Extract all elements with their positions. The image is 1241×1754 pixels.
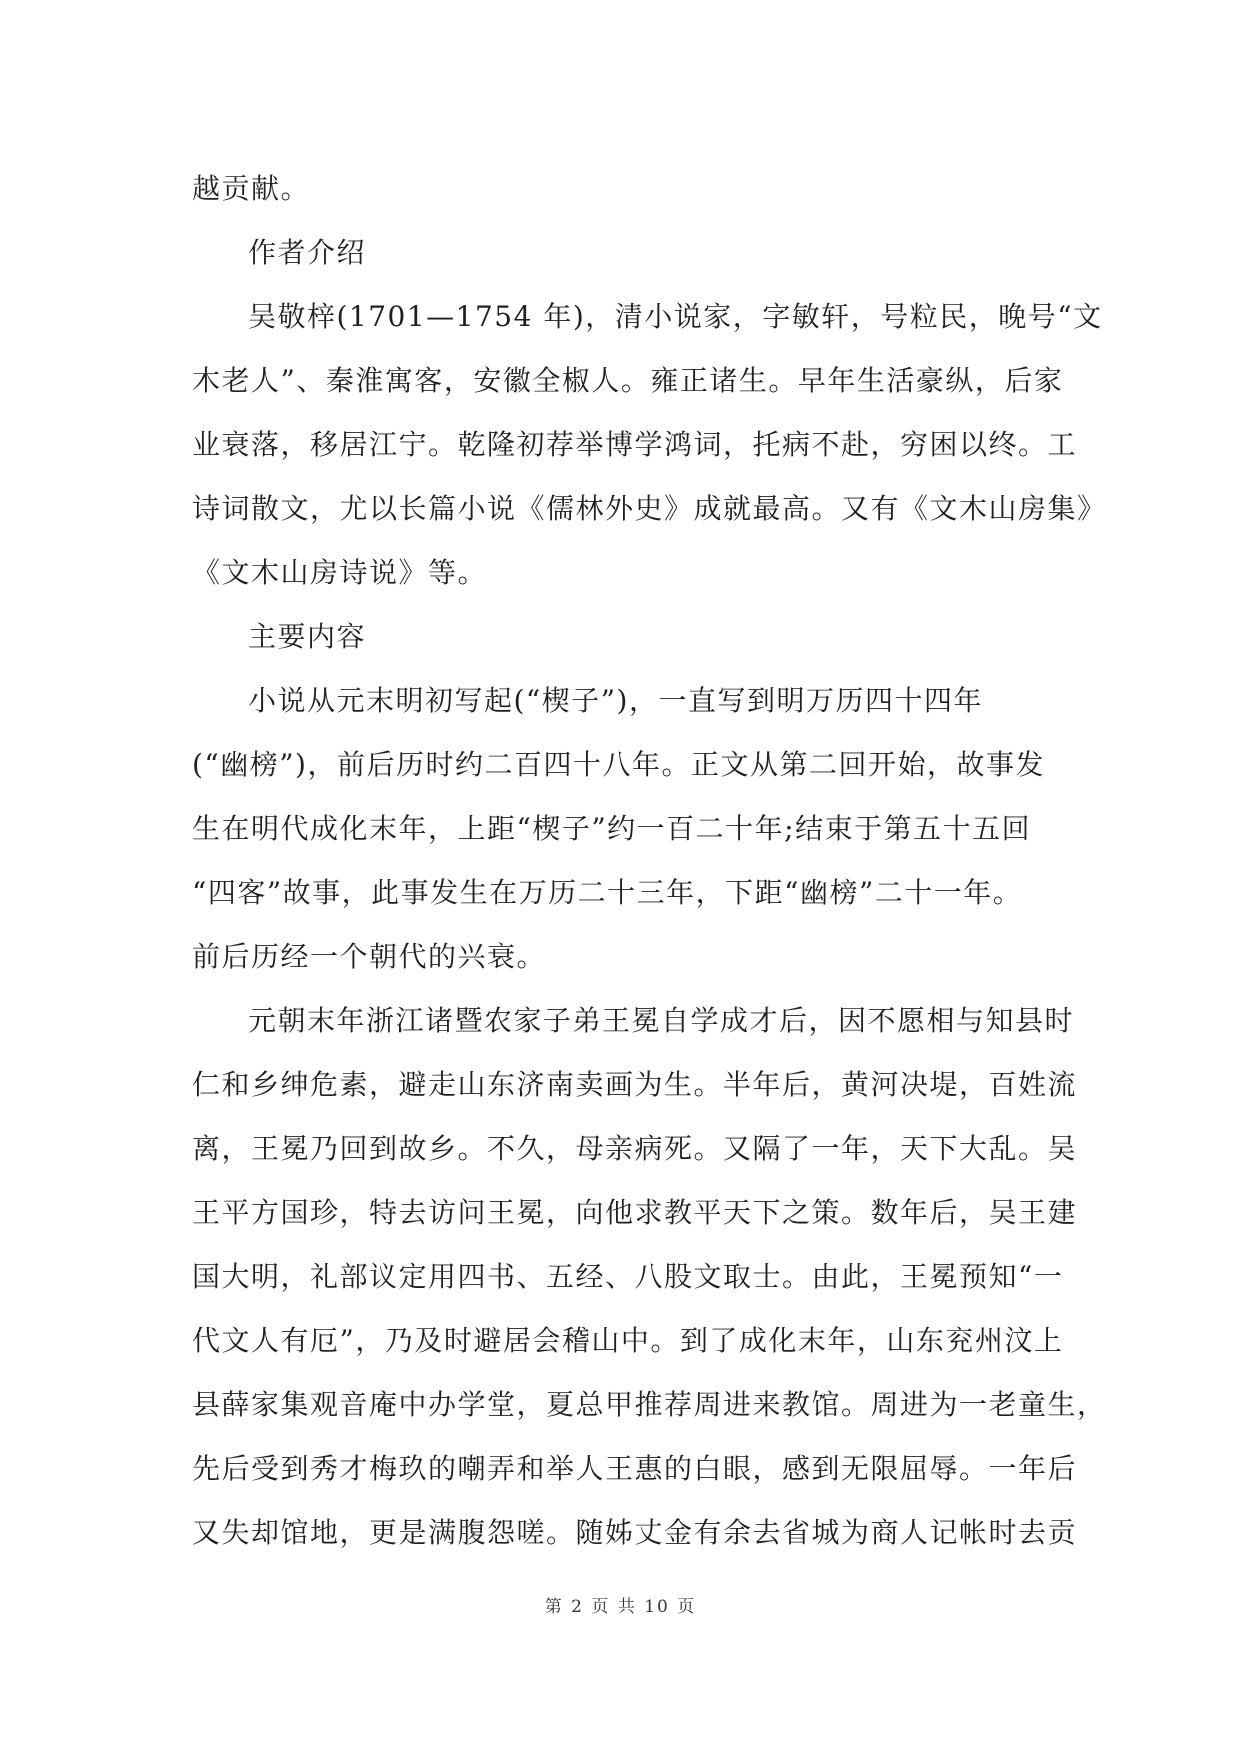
section-heading-author: 作者介绍 [248,236,367,269]
body-line: 又失却馆地，更是满腹怨嗟。随姊丈金有余去省城为商人记帐时去贡 [192,1516,1078,1549]
body-line: 先后受到秀才梅玖的嘲弄和举人王惠的白眼，感到无限屈辱。一年后 [192,1452,1078,1485]
body-line: 县薛家集观音庵中办学堂，夏总甲推荐周进来教馆。周进为一老童生， [192,1388,1107,1421]
body-line: 王平方国珍，特去访问王冕，向他求教平天下之策。数年后，吴王建 [192,1196,1078,1229]
body-line: 吴敬梓(1701—1754 年)，清小说家，字敏轩，号粒民，晚号“文 [248,300,1103,333]
body-line: (“幽榜”)，前后历时约二百四十八年。正文从第二回开始，故事发 [192,748,1045,781]
body-line: 诗词散文，尤以长篇小说《儒林外史》成就最高。又有《文木山房集》 [192,492,1107,525]
body-line: 业衰落，移居江宁。乾隆初荐举博学鸿词，托病不赴，穷困以终。工 [192,428,1078,461]
body-line: 小说从元末明初写起(“楔子”)，一直写到明万历四十四年 [248,684,983,717]
section-heading-content: 主要内容 [248,620,367,653]
document-body [192,157,1107,1565]
body-line: 国大明，礼部议定用四书、五经、八股文取士。由此，王冕预知“一 [192,1260,1064,1293]
body-line: 代文人有厄”，乃及时避居会稽山中。到了成化末年，山东兖州汶上 [192,1324,1064,1357]
body-line: 离，王冕乃回到故乡。不久，母亲病死。又隔了一年，天下大乱。吴 [192,1132,1078,1165]
body-line: 木老人”、秦淮寓客，安徽全椒人。雍正诸生。早年生活豪纵，后家 [192,364,1064,397]
body-line: 前后历经一个朝代的兴衰。 [192,940,547,973]
body-line: 越贡献。 [192,172,311,205]
body-line: 《文木山房诗说》等。 [192,556,488,589]
body-line: 元朝末年浙江诸暨农家子弟王冕自学成才后，因不愿相与知县时 [248,1004,1075,1037]
body-line: 生在明代成化末年，上距“楔子”约一百二十年;结束于第五十五回 [192,812,1032,845]
page-footer: 第 2 页 共 10 页 [544,1597,697,1617]
body-line: “四客”故事，此事发生在万历二十三年，下距“幽榜”二十一年。 [192,876,1023,909]
body-line: 仁和乡绅危素，避走山东济南卖画为生。半年后，黄河决堤，百姓流 [192,1068,1078,1101]
